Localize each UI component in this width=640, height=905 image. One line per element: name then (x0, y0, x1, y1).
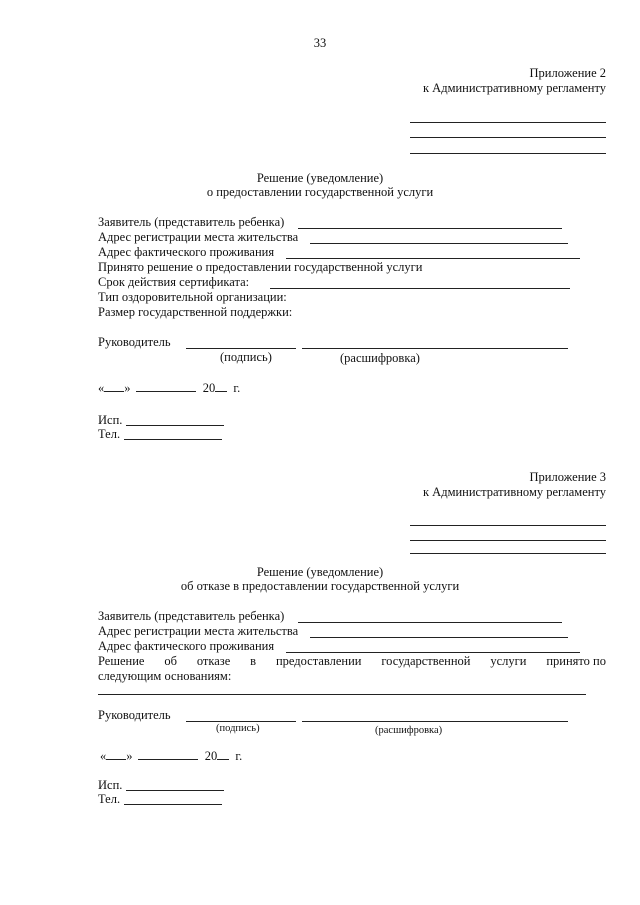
appendix2-heading2: о предоставлении государственной услуги (206, 185, 434, 199)
executor3-line (126, 790, 224, 791)
decoding-caption: (расшифровка) (340, 351, 420, 365)
refusal-text-line1: Решение об отказе в предоставлении государственной услуги принято по (98, 654, 606, 668)
decoding3-line (302, 721, 568, 722)
actual-address3-label: Адрес фактического проживания (98, 639, 275, 653)
executor3-label: Исп. (98, 778, 123, 792)
addressee3-line-2 (410, 540, 606, 541)
addressee3-line-1 (410, 525, 606, 526)
applicant3-label: Заявитель (представитель ребенка) (98, 609, 285, 623)
applicant-line (298, 228, 562, 229)
cert-term-label: Срок действия сертификата: (98, 275, 250, 289)
actual-address-label: Адрес фактического проживания (98, 245, 275, 259)
phone-label: Тел. (98, 427, 121, 441)
addressee-line-1 (410, 122, 606, 123)
appendix2-subtitle: к Административному регламенту (422, 81, 606, 95)
support-size-label: Размер государственной поддержки: (98, 305, 293, 319)
addressee3-line-3 (410, 553, 606, 554)
phone-line (124, 439, 222, 440)
grounds-line (98, 694, 586, 695)
actual-address3-line (286, 652, 580, 653)
date3-field: « » 20 г. (100, 749, 243, 763)
reg-address-label: Адрес регистрации места жительства (98, 230, 299, 244)
actual-address-line (286, 258, 580, 259)
head3-label: Руководитель (98, 708, 171, 722)
signature-line (186, 348, 296, 349)
applicant-label: Заявитель (представитель ребенка) (98, 215, 285, 229)
org-type-label: Тип оздоровительной организации: (98, 290, 287, 304)
refusal-text-line2: следующим основаниям: (98, 669, 232, 683)
appendix2-heading1: Решение (уведомление) (256, 171, 384, 185)
executor-label: Исп. (98, 413, 123, 427)
signature-caption: (подпись) (220, 350, 272, 364)
phone3-line (124, 804, 222, 805)
appendix3-subtitle: к Административному регламенту (422, 485, 606, 499)
decoding3-caption: (расшифровка) (375, 725, 443, 736)
page-number: 33 (313, 36, 327, 50)
decision-text: Принято решение о предоставлении государственной услуги (98, 260, 423, 274)
addressee-line-2 (410, 137, 606, 138)
applicant3-line (298, 622, 562, 623)
appendix3-heading2: об отказе в предоставлении государственной услуги (180, 579, 460, 593)
appendix3-title: Приложение 3 (529, 470, 606, 484)
executor-line (126, 425, 224, 426)
date-field: « » 20 г. (98, 381, 241, 395)
reg-address3-label: Адрес регистрации места жительства (98, 624, 299, 638)
addressee-line-3 (410, 153, 606, 154)
phone3-label: Тел. (98, 792, 121, 806)
signature3-caption: (подпись) (216, 723, 260, 734)
appendix2-title: Приложение 2 (529, 66, 606, 80)
cert-term-line (270, 288, 570, 289)
appendix3-heading1: Решение (уведомление) (256, 565, 384, 579)
signature3-line (186, 721, 296, 722)
decoding-line (302, 348, 568, 349)
reg-address-line (310, 243, 568, 244)
head-label: Руководитель (98, 335, 171, 349)
reg-address3-line (310, 637, 568, 638)
